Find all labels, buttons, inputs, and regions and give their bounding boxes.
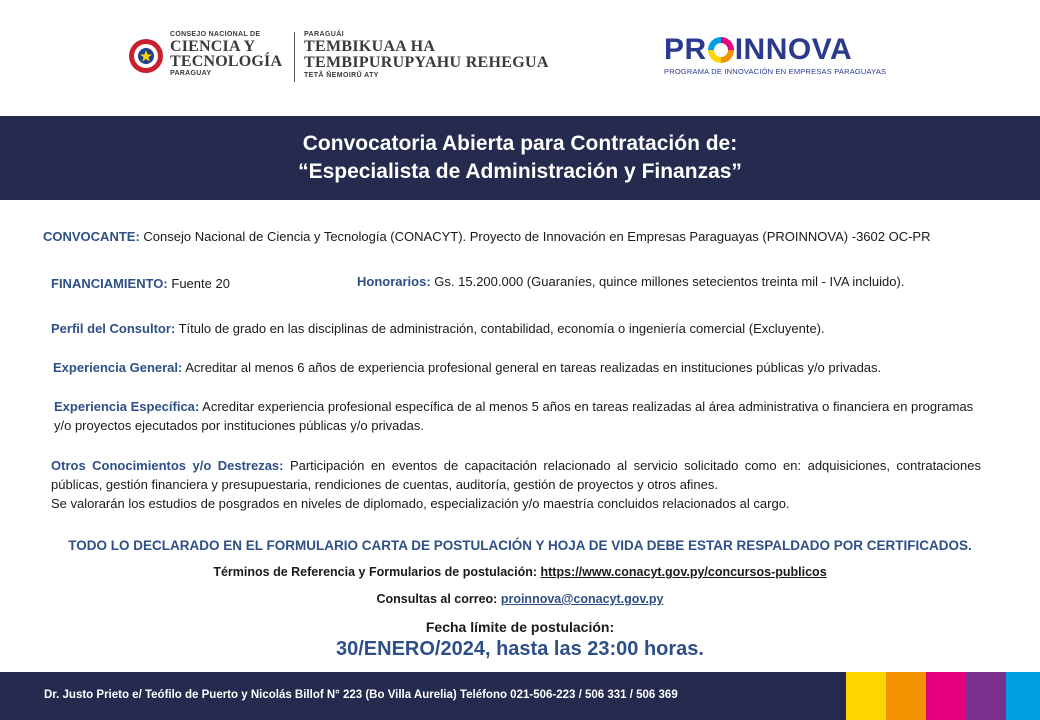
footer (0, 672, 1040, 720)
page-title (0, 116, 1040, 186)
conacyt-seal-icon (128, 38, 164, 74)
financiamiento-text: Fuente 20 (167, 276, 230, 291)
financiamiento-row (51, 274, 341, 293)
exp-especifica-row (54, 397, 994, 435)
honorarios-label: Honorarios: (357, 274, 431, 289)
proinnova-wordmark (664, 34, 924, 66)
conacyt-wordmark (170, 30, 300, 78)
conacyt-line3: TECNOLOGÍA (170, 53, 283, 70)
tembikuaa-wordmark (304, 30, 564, 80)
tembikuaa-line1: PARAGUÁI (304, 31, 345, 38)
otros-row (51, 456, 981, 513)
convocante-row (43, 227, 1003, 246)
footer-address: Dr. Justo Prieto e/ Teófilo de Puerto y Nicolás Billof N° 223 (Bo Villa Aurelia) Teléfono 021-506-223 / 506 331 / 506 369 (44, 689, 678, 701)
convocante-label: CONVOCANTE: (43, 229, 140, 244)
fecha-limite: 30/ENERO/2024, hasta las 23:00 horas. (336, 638, 704, 660)
title-band (0, 116, 1040, 200)
proinnova-innova: INNOVA (734, 33, 853, 66)
proinnova-pr: PR (664, 33, 707, 66)
exp-especifica-label: Experiencia Específica: (54, 399, 200, 414)
stripe-magenta (926, 672, 966, 720)
tembikuaa-line3: TEMBIPURUPYAHU REHEGUA (304, 54, 549, 71)
conacyt-line1: CONSEJO NACIONAL DE (170, 31, 261, 38)
financiamiento-label: FINANCIAMIENTO: (51, 276, 168, 291)
stripe-orange (886, 672, 926, 720)
stripe-yellow (846, 672, 886, 720)
conacyt-line2: CIENCIA Y (170, 38, 256, 55)
terminos-row (0, 565, 1040, 579)
honorarios-row (357, 272, 997, 291)
terminos-link[interactable]: https://www.conacyt.gov.py/concursos-publicos (540, 565, 827, 579)
perfil-row (51, 319, 1011, 338)
stripe-cyan (1006, 672, 1040, 720)
consultas-label: Consultas al correo: (376, 592, 501, 606)
exp-general-text: Acreditar al menos 6 años de experiencia profesional general en tareas realizadas en instituciones públicas y/o privadas. (182, 360, 882, 375)
proinnova-o-icon (708, 37, 734, 63)
tembikuaa-line2: TEMBIKUAA HA (304, 38, 436, 55)
perfil-text: Título de grado en las disciplinas de administración, contabilidad, economía o ingeniería comercial (Excluyente). (175, 321, 825, 336)
header-logos (0, 0, 1040, 116)
logo-divider (294, 32, 295, 82)
declared-notice: TODO LO DECLARADO EN EL FORMULARIO CARTA DE POSTULACIÓN Y HOJA DE VIDA DEBE ESTAR RESPALDADO POR CERTIFICADOS. (68, 538, 972, 553)
otros-text2: Se valorarán los estudios de posgrados en niveles de diplomado, especialización y/o maestría concluidos relacionados al cargo. (51, 496, 790, 511)
fecha-label: Fecha límite de postulación: (425, 619, 615, 635)
exp-especifica-text: Acreditar experiencia profesional específica de al menos 5 años en tareas realizadas al área administrativa o financiera en programas y/o proyectos ejecutados por instituciones públicas y/o privadas. (54, 399, 974, 433)
otros-text: Participación en eventos de capacitación relacionado al servicio solicitado como en: adquisiciones, contrataciones públicas, gestión financiera y presupuestaria, rendiciones de cuentas, auditoría, gestión de proyectos y otros afines. (51, 458, 981, 492)
consultas-email-link[interactable]: proinnova@conacyt.gov.py (500, 592, 664, 606)
exp-general-row (53, 358, 1013, 377)
perfil-label: Perfil del Consultor: (51, 321, 176, 336)
honorarios-text: Gs. 15.200.000 (Guaraníes, quince millones setecientos treinta mil - IVA incluido). (430, 274, 905, 289)
convocante-text: Consejo Nacional de Ciencia y Tecnología (CONACYT). Proyecto de Innovación en Empresas Paraguayas (PROINNOVA) -3602 OC-PR (139, 229, 931, 244)
exp-general-label: Experiencia General: (53, 360, 183, 375)
stripe-purple (966, 672, 1006, 720)
consultas-row (0, 592, 1040, 606)
conacyt-line4: PARAGUAY (170, 70, 212, 77)
title-line1: Convocatoria Abierta para Contratación de: (302, 132, 738, 155)
title-line2: “Especialista de Administración y Finanzas” (298, 160, 742, 183)
tembikuaa-line4: TETÃ ÑEMOIRŨ ATY (304, 72, 379, 79)
otros-label: Otros Conocimientos y/o Destrezas: (51, 458, 284, 473)
terminos-label: Términos de Referencia y Formularios de postulación: (213, 565, 541, 579)
proinnova-subtitle: PROGRAMA DE INNOVACIÓN EN EMPRESAS PARAGUAYAS (664, 67, 887, 76)
proinnova-logo (664, 34, 924, 76)
